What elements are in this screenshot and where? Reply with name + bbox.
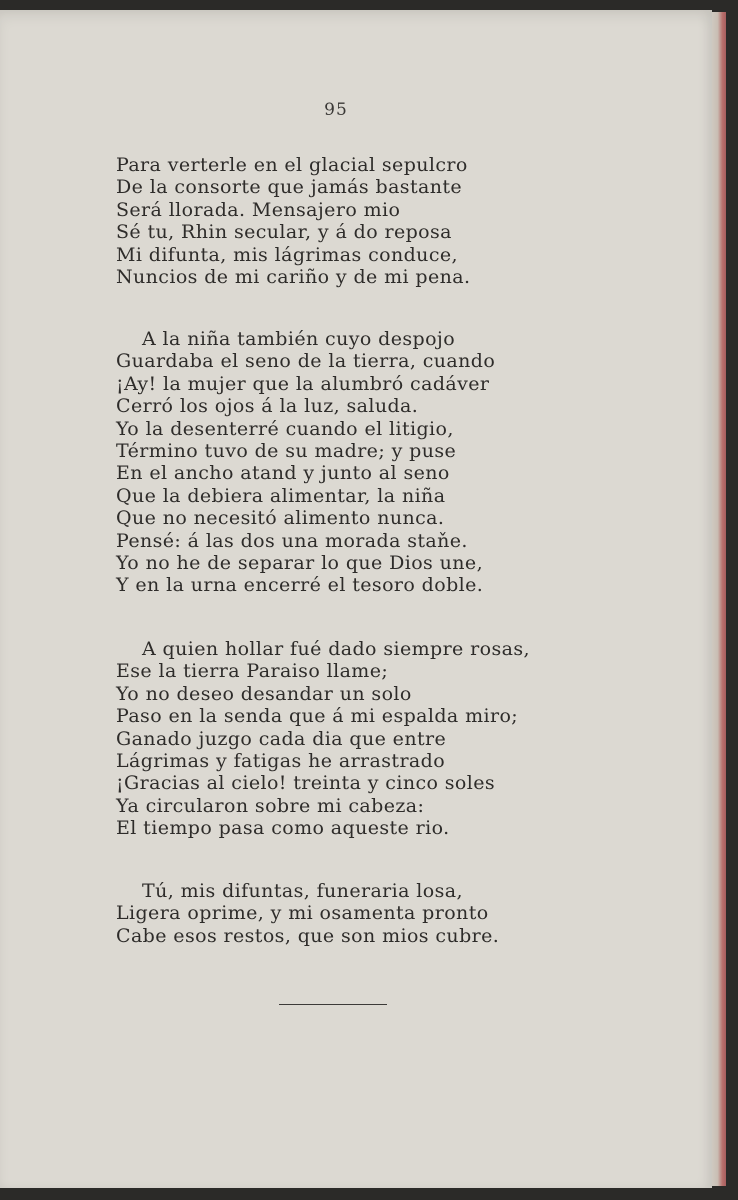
verse-line: Será llorada. Mensajero mio (116, 198, 401, 221)
verse-line: Nuncios de mi cariño y de mi pena. (116, 266, 471, 289)
verse-line: Y en la urna encerré el tesoro doble. (116, 574, 484, 597)
verse-line: El tiempo pasa como aqueste rio. (116, 817, 450, 840)
verse-line: Cabe esos restos, que son mios cubre. (116, 924, 500, 947)
verse-line: Yo no deseo desandar un solo (116, 682, 412, 705)
stanza-3 (116, 638, 530, 840)
verse-line: Que no necesitó alimento nunca. (116, 507, 445, 530)
verse-line: Lágrimas y fatigas he arrastrado (116, 750, 446, 773)
book-page (0, 10, 712, 1188)
page-edge (712, 12, 726, 1186)
verse-line: Ganado juzgo cada dia que entre (116, 727, 447, 750)
verse-line: De la consorte que jamás bastante (116, 176, 463, 199)
stanza-2 (116, 328, 495, 597)
end-rule-divider (279, 1004, 387, 1005)
stanza-1 (116, 154, 470, 288)
verse-line: A quien hollar fué dado siempre rosas, (142, 638, 530, 660)
verse-line: Paso en la senda que á mi espalda miro; (116, 705, 519, 728)
verse-line: Que la debiera alimentar, la niña (116, 484, 446, 507)
verse-line: Término tuvo de su madre; y puse (116, 440, 457, 463)
verse-line: Guardaba el seno de la tierra, cuando (116, 350, 496, 373)
verse-line: Sé tu, Rhin secular, y á do reposa (116, 221, 452, 244)
verse-line: Ligera oprime, y mi osamenta pronto (116, 902, 489, 925)
verse-line: Yo la desenterré cuando el litigio, (116, 417, 454, 440)
verse-line: Para verterle en el glacial sepulcro (116, 154, 468, 176)
verse-line: Mi difunta, mis lágrimas conduce, (116, 243, 458, 266)
verse-line: Cerró los ojos á la luz, saluda. (116, 395, 419, 418)
stanza-4 (116, 880, 499, 947)
verse-line: Ese la tierra Paraiso llame; (116, 660, 389, 683)
page-number: 95 (324, 100, 348, 120)
verse-line: Tú, mis difuntas, funeraria losa, (142, 880, 463, 902)
verse-line: ¡Gracias al cielo! treinta y cinco soles (116, 772, 496, 795)
verse-line: Ya circularon sobre mi cabeza: (116, 794, 425, 817)
verse-line: A la niña también cuyo despojo (142, 328, 456, 350)
verse-line: Yo no he de separar lo que Dios une, (116, 552, 484, 575)
verse-line: En el ancho atand y junto al seno (116, 462, 450, 485)
verse-line: ¡Ay! la mujer que la alumbró cadáver (116, 372, 490, 395)
verse-line: Pensé: á las dos una morada staňe. (116, 529, 468, 552)
